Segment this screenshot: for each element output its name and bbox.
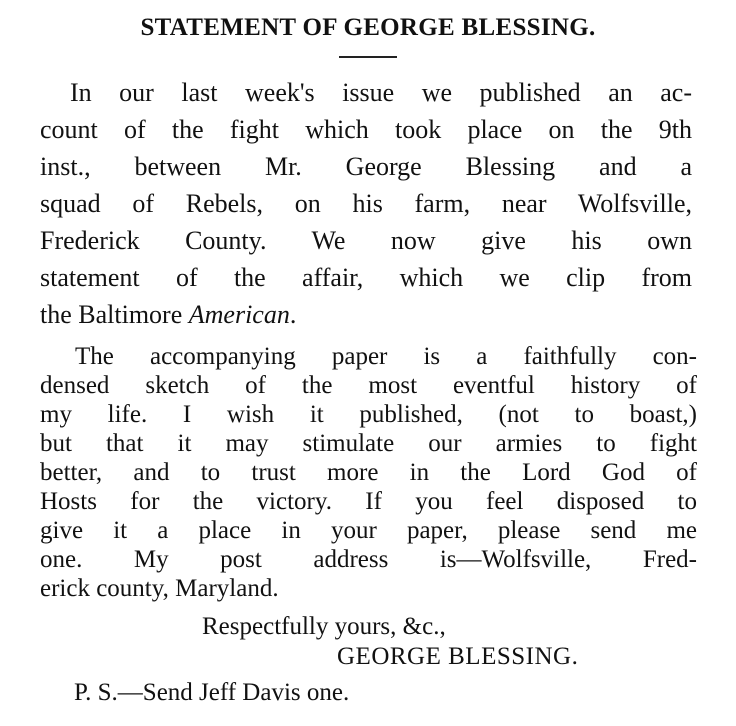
letter-line: one. My post address is—Wolfsville, Fred- — [40, 546, 697, 573]
intro-line: In our last week's issue we published an ac- — [70, 78, 692, 107]
intro-line: squad of Rebels, on his farm, near Wolfsville, — [40, 189, 692, 218]
letter-line: give it a place in your paper, please send me — [40, 517, 697, 544]
intro-line: statement of the affair, which we clip from — [40, 263, 692, 292]
article-title: STATEMENT OF GEORGE BLESSING. — [140, 14, 596, 41]
closing-salutation: Respectfully yours, &c., — [202, 613, 446, 640]
title-divider — [339, 56, 397, 58]
signature: GEORGE BLESSING. — [337, 643, 579, 670]
letter-line: The accompanying paper is a faithfully con- — [75, 343, 697, 370]
postscript: P. S.—Send Jeff Davis one. — [74, 679, 350, 706]
intro-last-period: . — [289, 300, 297, 329]
letter-line: Hosts for the victory. If you feel disposed to — [40, 488, 697, 515]
intro-line: inst., between Mr. George Blessing and a — [40, 152, 692, 181]
newspaper-name: American — [188, 300, 290, 329]
intro-line: Frederick County. We now give his own — [40, 226, 692, 255]
letter-line: better, and to trust more in the Lord God of — [40, 459, 697, 486]
letter-line: densed sketch of the most eventful history of — [40, 372, 697, 399]
intro-last-text: the Baltimore — [40, 300, 183, 329]
letter-line: but that it may stimulate our armies to fight — [40, 430, 697, 457]
letter-line: erick county, Maryland. — [40, 575, 279, 602]
intro-line: count of the fight which took place on the 9th — [40, 115, 692, 144]
letter-line: my life. I wish it published, (not to boast,) — [40, 401, 697, 428]
intro-last-line — [40, 300, 296, 330]
